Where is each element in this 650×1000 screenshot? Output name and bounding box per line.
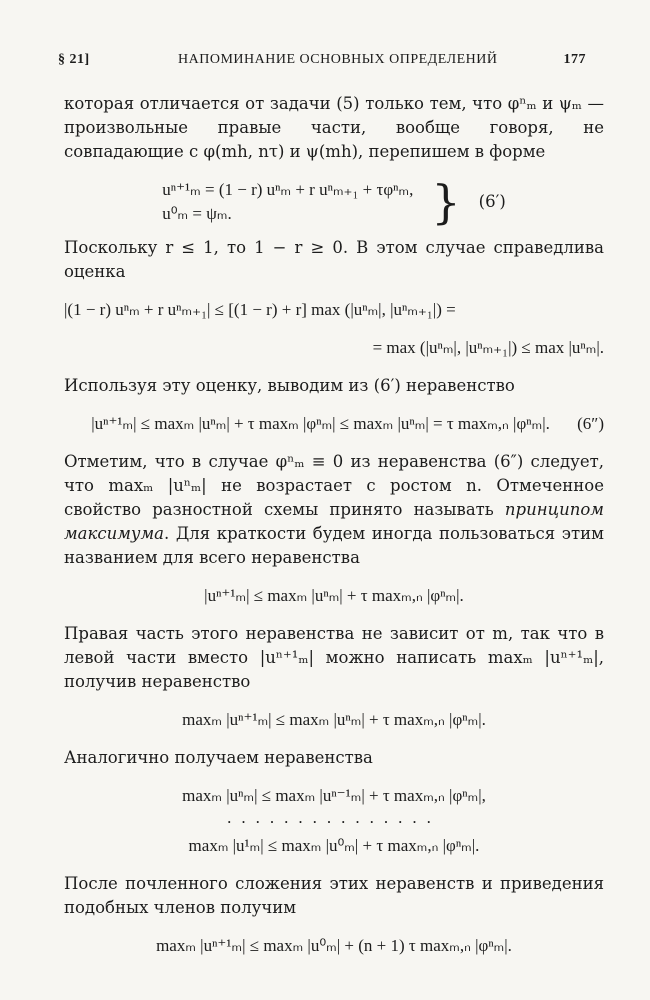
max-principle-term: принципом максимума	[64, 500, 604, 543]
equation-number-6double-prime: (6″)	[577, 414, 604, 433]
equation-chain-dots: ...............	[227, 808, 441, 827]
paragraph-4	[64, 450, 604, 570]
paragraph-4-part-b: . Для краткости будем иногда пользоваться этим названием для всего неравенства	[64, 524, 604, 567]
paragraph-5: Правая часть этого неравенства не зависит от m, так что в левой части вместо |uⁿ⁺¹ₘ| можно написать maxₘ |uⁿ⁺¹ₘ|, получив неравенство	[64, 624, 604, 691]
paragraph-7: После почленного сложения этих неравенств и приведения подобных членов получим	[64, 874, 604, 917]
equation-number-6prime: (6′)	[478, 192, 506, 211]
equation-6prime-line-1: uⁿ⁺¹ₘ = (1 − r) uⁿₘ + r uⁿₘ₊₁ + τφⁿₘ,	[162, 180, 414, 199]
equation-6prime-line-2: u⁰ₘ = ψₘ.	[162, 204, 232, 223]
equation-max-principle: |uⁿ⁺¹ₘ| ≤ maxₘ |uⁿₘ| + τ maxₘ,ₙ |φⁿₘ|.	[204, 586, 464, 605]
paragraph-2: Поскольку r ≤ 1, то 1 − r ≥ 0. В этом случае справедлива оценка	[64, 238, 604, 281]
paragraph-1: которая отличается от задачи (5) только тем, что φⁿₘ и ψₘ — произвольные правые части, вообще говоря, не совпадающие с φ(mh, nτ) и ψ(mh), перепишем в форме	[64, 94, 604, 161]
right-brace: }	[431, 175, 461, 229]
paragraph-4-part-a: Отметим, что в случае φⁿₘ ≡ 0 из неравенства (6″) следует, что maxₘ |uⁿₘ| не возрастает с ростом n. Отмеченное свойство разностной схемы принято называть	[64, 452, 604, 519]
equation-max-max: maxₘ |uⁿ⁺¹ₘ| ≤ maxₘ |uⁿₘ| + τ maxₘ,ₙ |φⁿₘ|.	[182, 710, 486, 729]
paragraph-3: Используя эту оценку, выводим из (6′) неравенство	[64, 376, 515, 395]
equation-6double-prime	[64, 412, 604, 436]
equation-final: maxₘ |uⁿ⁺¹ₘ| ≤ maxₘ |u⁰ₘ| + (n + 1) τ maxₘ,ₙ |φⁿₘ|.	[156, 936, 512, 955]
section-number: § 21]	[58, 52, 90, 67]
equation-6double-prime-body: |uⁿ⁺¹ₘ| ≤ maxₘ |uⁿₘ| + τ maxₘ |φⁿₘ| ≤ maxₘ |uⁿₘ| = τ maxₘ,ₙ |φⁿₘ|.	[91, 414, 550, 433]
estimate-line-1: |(1 − r) uⁿₘ + r uⁿₘ₊₁| ≤ [(1 − r) + r] max (|uⁿₘ|, |uⁿₘ₊₁|) =	[64, 300, 456, 319]
estimate-line-2: = max (|uⁿₘ|, |uⁿₘ₊₁|) ≤ max |uⁿₘ|.	[372, 338, 604, 357]
equation-chain-last: maxₘ |u¹ₘ| ≤ maxₘ |u⁰ₘ| + τ maxₘ,ₙ |φⁿₘ|.	[188, 836, 480, 855]
page-body	[64, 92, 604, 972]
equation-6prime	[64, 175, 604, 229]
page-header	[58, 52, 592, 74]
equation-chain-first: maxₘ |uⁿₘ| ≤ maxₘ |uⁿ⁻¹ₘ| + τ maxₘ,ₙ |φⁿₘ|,	[182, 786, 486, 805]
paragraph-6: Аналогично получаем неравенства	[64, 748, 373, 767]
page-number: 177	[563, 52, 586, 67]
running-title: НАПОМИНАНИЕ ОСНОВНЫХ ОПРЕДЕЛЕНИЙ	[178, 52, 498, 67]
